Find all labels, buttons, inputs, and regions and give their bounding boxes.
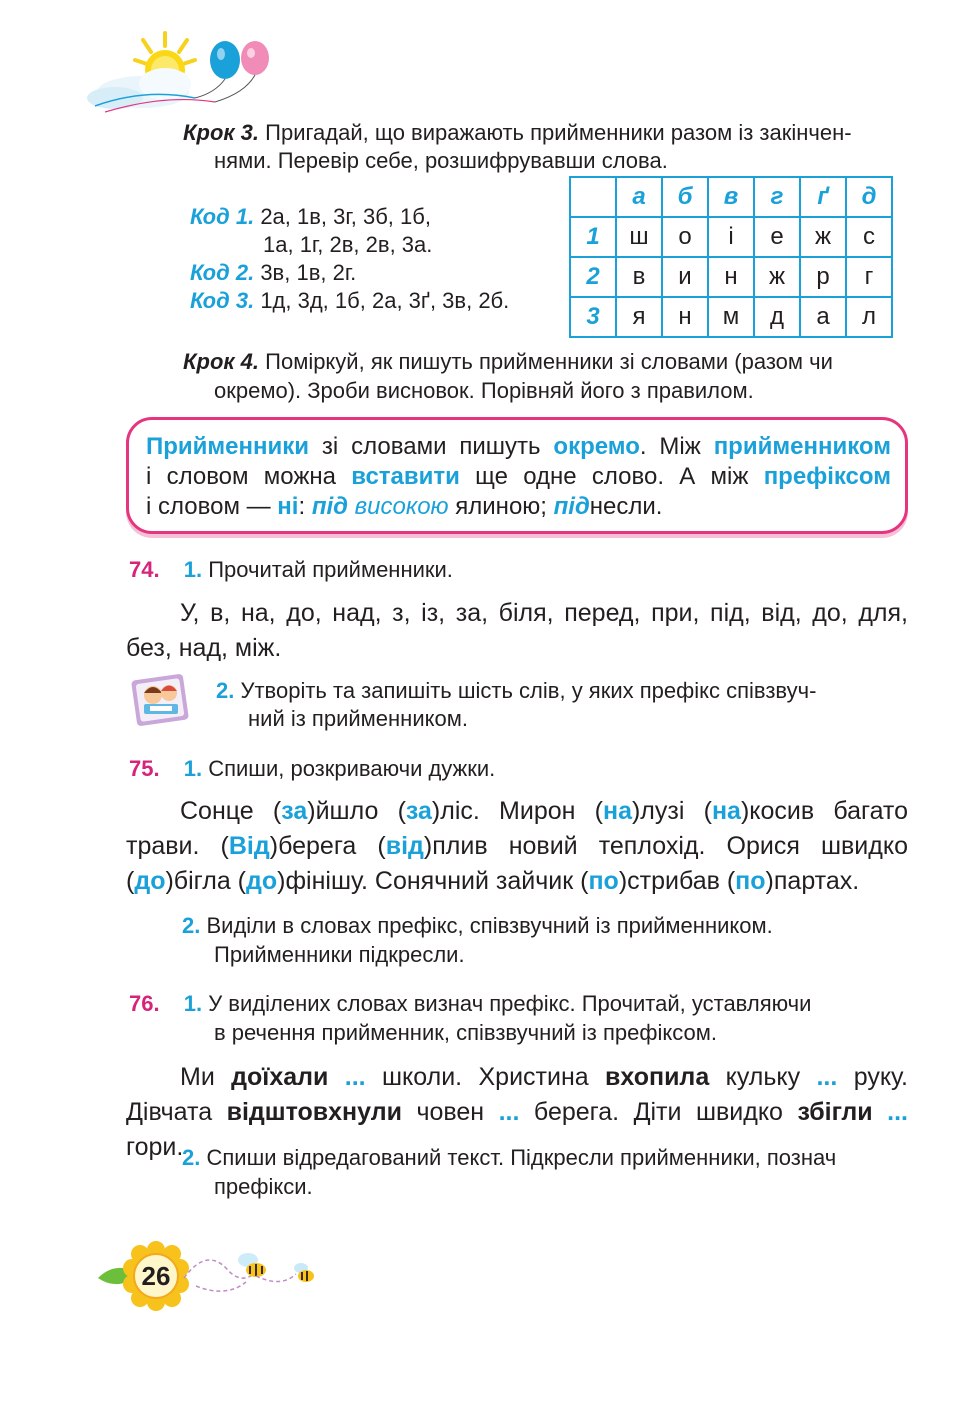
highlighted-prefix: на <box>711 797 741 825</box>
ex75-task1-number: 1. <box>183 756 203 781</box>
code-table-cell: я <box>616 297 662 337</box>
highlighted-word: відштовхнули <box>226 1098 402 1126</box>
ex75-task1 <box>129 754 495 783</box>
highlighted-prefix: за <box>281 797 308 825</box>
code-table-row-num: 2 <box>570 257 616 297</box>
rule-text-part: ще одне слово. А між <box>459 463 764 490</box>
ex76-task1 <box>129 989 908 1018</box>
rule-word-separately: окремо <box>553 433 640 460</box>
text-segment: )ліс. Мирон ( <box>431 797 603 825</box>
ex74-task2-number: 2. <box>216 678 235 703</box>
code-table-cell: д <box>754 297 800 337</box>
rule-example-prefix: під <box>553 493 590 520</box>
code-3-label: Код 3. <box>190 288 255 313</box>
text-segment: човен <box>401 1098 499 1126</box>
blank-placeholder: ... <box>816 1063 838 1091</box>
rule-example-preposition: під <box>311 493 348 520</box>
pair-work-kids-icon <box>130 671 192 729</box>
code-2-label: Код 2. <box>190 260 255 285</box>
code-table-cell: а <box>800 297 846 337</box>
ex75-task2-line2: Прийменники підкресли. <box>214 942 465 967</box>
code-table-cell: ж <box>754 257 800 297</box>
code-table-header: д <box>846 177 892 217</box>
step4-line2: окремо). Зроби висновок. Порівняй його з правилом. <box>214 378 754 403</box>
code-table-header: ґ <box>800 177 846 217</box>
rule-text <box>146 432 891 522</box>
ex74-text: У, в, на, до, над, з, із, за, біля, перед, при, під, від, до, для, без, над, між. <box>126 599 908 662</box>
page-number: 26 <box>141 1261 171 1291</box>
code-table-row <box>570 217 892 257</box>
rule-text-part: і словом можна <box>146 463 352 490</box>
code-table-header-row <box>570 177 892 217</box>
code-table-header: в <box>708 177 754 217</box>
ex74-task2 <box>216 676 909 705</box>
step4-paragraph <box>183 347 910 376</box>
highlighted-prefix: Від <box>228 832 270 860</box>
code-1-label: Код 1. <box>190 204 255 229</box>
highlighted-word: збігли <box>797 1098 873 1126</box>
code-2 <box>190 258 356 287</box>
step4-line1: Поміркуй, як пишуть прийменники зі словами (разом чи <box>265 349 833 374</box>
code-table-row-num: 1 <box>570 217 616 257</box>
text-segment: кульку <box>709 1063 817 1091</box>
ex74-task2-line1: Утворіть та запишіть шість слів, у яких префікс співзвуч- <box>240 678 817 703</box>
code-table-cell: в <box>616 257 662 297</box>
code-1-line2: 1а, 1г, 2в, 2в, 3а. <box>263 232 433 257</box>
rule-text-part <box>348 493 355 520</box>
rule-box <box>126 417 908 534</box>
text-segment <box>328 1063 344 1091</box>
code-table-cell: р <box>800 257 846 297</box>
rule-text-part: і словом — <box>146 493 278 520</box>
code-table-cell: с <box>846 217 892 257</box>
code-table-cell: н <box>662 297 708 337</box>
highlighted-word: доїхали <box>231 1063 329 1091</box>
blank-placeholder: ... <box>344 1063 366 1091</box>
highlighted-prefix: на <box>602 797 632 825</box>
ex74-number: 74. <box>129 557 160 582</box>
ex76-task2-line2: префікси. <box>214 1174 313 1199</box>
code-table-row <box>570 297 892 337</box>
text-segment: )бігла ( <box>165 867 246 895</box>
text-segment: )стрибав ( <box>618 867 736 895</box>
ex75-number: 75. <box>129 756 160 781</box>
code-table-header: г <box>754 177 800 217</box>
code-table-cell: ж <box>800 217 846 257</box>
code-2-line1: 3в, 1в, 2г. <box>260 260 357 285</box>
code-table-cell: ш <box>616 217 662 257</box>
code-table-header: б <box>662 177 708 217</box>
text-segment: )плив новий теплохід. Орися швидко ( <box>126 832 908 895</box>
code-table-cell: е <box>754 217 800 257</box>
rule-text-part: ялиною; <box>448 493 554 520</box>
code-table-cell: і <box>708 217 754 257</box>
rule-word-prefix: префіксом <box>763 463 891 490</box>
ex76-task2-number: 2. <box>182 1145 201 1170</box>
rule-text-part: : <box>298 493 312 520</box>
ex75-task2-number: 2. <box>182 913 201 938</box>
highlighted-prefix: за <box>405 797 432 825</box>
rule-word-prepositions: Прийменники <box>146 433 310 460</box>
step3-line2: нями. Перевір себе, розшифрувавши слова. <box>214 148 668 173</box>
ex74-task2-line2: ний із прийменником. <box>248 706 468 731</box>
rule-word-no: ні <box>277 493 299 520</box>
code-table-row-num: 3 <box>570 297 616 337</box>
code-table-cell: м <box>708 297 754 337</box>
text-segment: Сонце ( <box>180 797 282 825</box>
ex76-number: 76. <box>129 991 160 1016</box>
highlighted-prefix: від <box>385 832 424 860</box>
code-table-row <box>570 257 892 297</box>
ex76-task1-line1: У виділених словах визнач префікс. Прочитай, уставляючи <box>208 991 812 1016</box>
code-table-cell: и <box>662 257 708 297</box>
ex76-task1-number: 1. <box>183 991 203 1016</box>
code-table-cell: о <box>662 217 708 257</box>
ex74-task1-text: Прочитай прийменники. <box>208 557 453 582</box>
ex74-task1 <box>129 555 453 584</box>
rule-text-part: несли. <box>589 493 663 520</box>
code-table-cell: л <box>846 297 892 337</box>
text-segment: берега. Діти швидко <box>519 1098 798 1126</box>
text-segment: )лузі ( <box>631 797 712 825</box>
text-segment: руку. Дівчата <box>126 1063 908 1126</box>
code-3 <box>190 286 509 315</box>
flower-bee-icon <box>96 1238 326 1314</box>
text-segment: )фінішу. Сонячний зайчик ( <box>277 867 589 895</box>
ex75-task2-line1: Виділи в словах префікс, співзвучний із прийменником. <box>206 913 773 938</box>
text-segment: )косив багато трави. ( <box>126 797 908 860</box>
highlighted-prefix: по <box>588 867 619 895</box>
text-segment: Ми <box>180 1063 232 1091</box>
rule-example-inserted-word: високою <box>354 493 449 520</box>
code-3-line1: 1д, 3д, 1б, 2а, 3ґ, 3в, 2б. <box>260 288 510 313</box>
text-segment: школи. Христина <box>365 1063 606 1091</box>
rule-word-insert: вставити <box>351 463 460 490</box>
ex76-task2-line1: Спиши відредагований текст. Підкресли прийменники, познач <box>206 1145 837 1170</box>
ex75-task2 <box>182 911 908 940</box>
step3-paragraph <box>183 118 910 147</box>
code-table-corner <box>570 177 616 217</box>
code-table-cell: г <box>846 257 892 297</box>
text-segment: )берега ( <box>269 832 386 860</box>
rule-word-preposition: прийменником <box>713 433 891 460</box>
ex75-task1-text: Спиши, розкриваючи дужки. <box>208 756 496 781</box>
code-1-line1: 2а, 1в, 3г, 3б, 1б, <box>260 204 431 229</box>
code-table-cell: н <box>708 257 754 297</box>
text-segment: )партах. <box>765 867 860 895</box>
blank-placeholder: ... <box>498 1098 520 1126</box>
ex76-task1-line2: в речення прийменник, співзвучний із префіксом. <box>214 1020 717 1045</box>
blank-placeholder: ... <box>887 1098 908 1126</box>
text-segment: гори. <box>126 1133 184 1161</box>
highlighted-prefix: до <box>134 867 166 895</box>
code-1 <box>190 202 431 231</box>
text-segment: )йшло ( <box>307 797 406 825</box>
highlighted-prefix: до <box>246 867 278 895</box>
rule-text-part: зі словами пишуть <box>309 433 554 460</box>
highlighted-word: вхопила <box>605 1063 710 1091</box>
step4-label: Крок 4. <box>183 349 260 374</box>
highlighted-prefix: по <box>735 867 766 895</box>
text-segment <box>873 1098 887 1126</box>
step3-line1: Пригадай, що виражають прийменники разом із закінчен- <box>265 120 852 145</box>
step3-label: Крок 3. <box>183 120 260 145</box>
rule-text-part: . Між <box>639 433 714 460</box>
code-table <box>569 176 893 338</box>
ex75-text <box>126 794 908 899</box>
ex74-task1-number: 1. <box>183 557 203 582</box>
ex76-task2 <box>182 1143 908 1172</box>
sun-balloons-icon <box>85 28 285 120</box>
code-table-header: а <box>616 177 662 217</box>
